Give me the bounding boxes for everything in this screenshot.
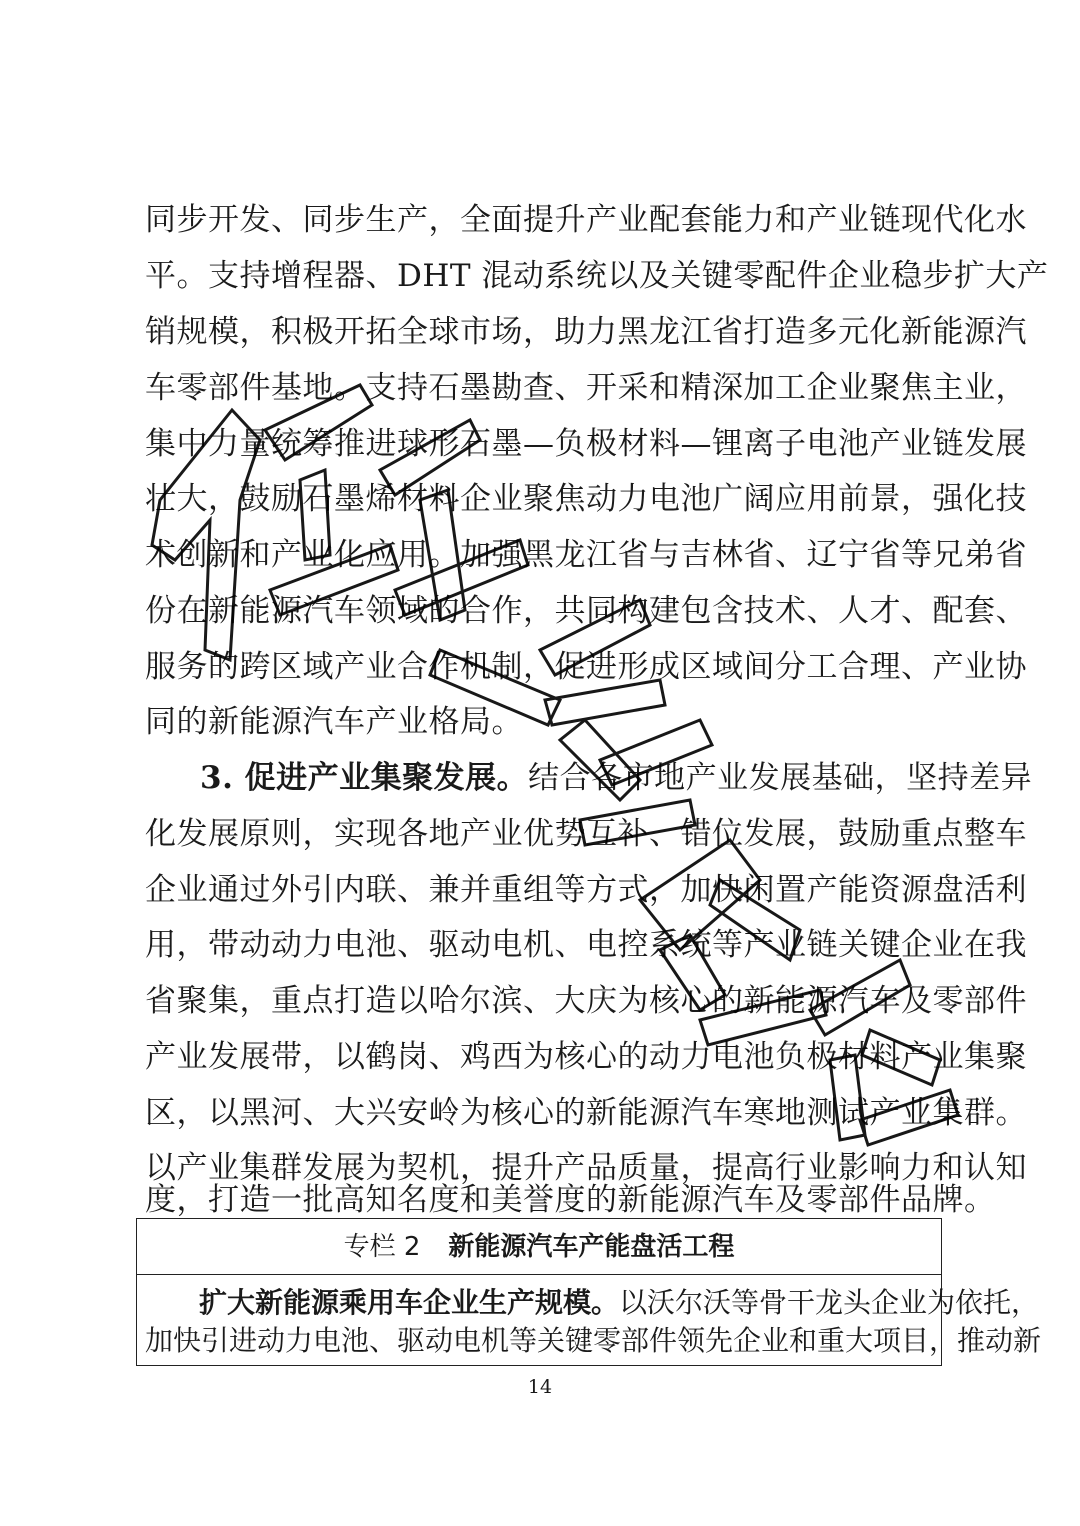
paragraph-line: 度，打造一批高知名度和美誉度的新能源汽车及零部件品牌。: [145, 1182, 996, 1218]
page-number: 14: [527, 1376, 553, 1398]
paragraph-line: 产业发展带，以鹤岗、鸡西为核心的动力电池负极材料产业集聚: [145, 1039, 1027, 1075]
feature-box-heading: 新能源汽车产能盘活工程: [448, 1232, 735, 1262]
paragraph-line: 化发展原则，实现各地产业优势互补、错位发展，鼓励重点整车: [145, 816, 1027, 852]
feature-box-lead: 扩大新能源乘用车企业生产规模。: [199, 1286, 620, 1319]
feature-box: [136, 1218, 1042, 1366]
paragraph-line: 以产业集群发展为契机，提升产品质量，提高行业影响力和认知: [145, 1150, 1027, 1186]
section-3-heading: 3. 促进产业集聚发展。: [200, 760, 529, 796]
paragraph-line: 壮大，鼓励石墨烯材料企业聚焦动力电池广阔应用前景，强化技: [145, 481, 1027, 517]
section-3-first-line: 3. 促进产业集聚发展。结合各市地产业发展基础，坚持差异: [200, 760, 1033, 796]
paragraph-line: 区，以黑河、大兴安岭为核心的新能源汽车寒地测试产业集群。: [145, 1095, 1027, 1131]
paragraph-line: 同的新能源汽车产业格局。: [145, 704, 523, 740]
paragraph-line: 服务的跨区域产业合作机制，促进形成区域间分工合理、产业协: [145, 649, 1027, 685]
feature-box-line: 加快引进动力电池、驱动电机等关键零部件领先企业和重大项目，推动新: [145, 1324, 1042, 1357]
paragraph-line: 平。支持增程器、DHT 混动系统以及关键零配件企业稳步扩大产: [145, 258, 1049, 294]
paragraph-line: 省聚集，重点打造以哈尔滨、大庆为核心的新能源汽车及零部件: [145, 983, 1027, 1019]
feature-box-title: [137, 1219, 941, 1275]
paragraph-line: 集中力量统筹推进球形石墨—负极材料—锂离子电池产业链发展: [145, 426, 1027, 462]
paragraph-line: 销规模，积极开拓全球市场，助力黑龙江省打造多元化新能源汽: [145, 314, 1027, 350]
feature-box-label: 专栏 2: [343, 1232, 421, 1262]
feature-box-first-line: 扩大新能源乘用车企业生产规模。以沃尔沃等骨干龙头企业为依托，: [199, 1286, 1040, 1319]
paragraph-line: 用，带动动力电池、驱动电机、电控系统等产业链关键企业在我: [145, 927, 1027, 963]
paragraph-line: 份在新能源汽车领域的合作，共同构建包含技术、人才、配套、: [145, 593, 1027, 629]
paragraph-line: 企业通过外引内联、兼并重组等方式，加快闲置产能资源盘活利: [145, 872, 1027, 908]
paragraph-line: 车零部件基地。支持石墨勘查、开采和精深加工企业聚焦主业，: [145, 370, 1027, 406]
paragraph-line: 术创新和产业化应用。加强黑龙江省与吉林省、辽宁省等兄弟省: [145, 537, 1027, 573]
paragraph-line: 同步开发、同步生产，全面提升产业配套能力和产业链现代化水: [145, 202, 1027, 238]
